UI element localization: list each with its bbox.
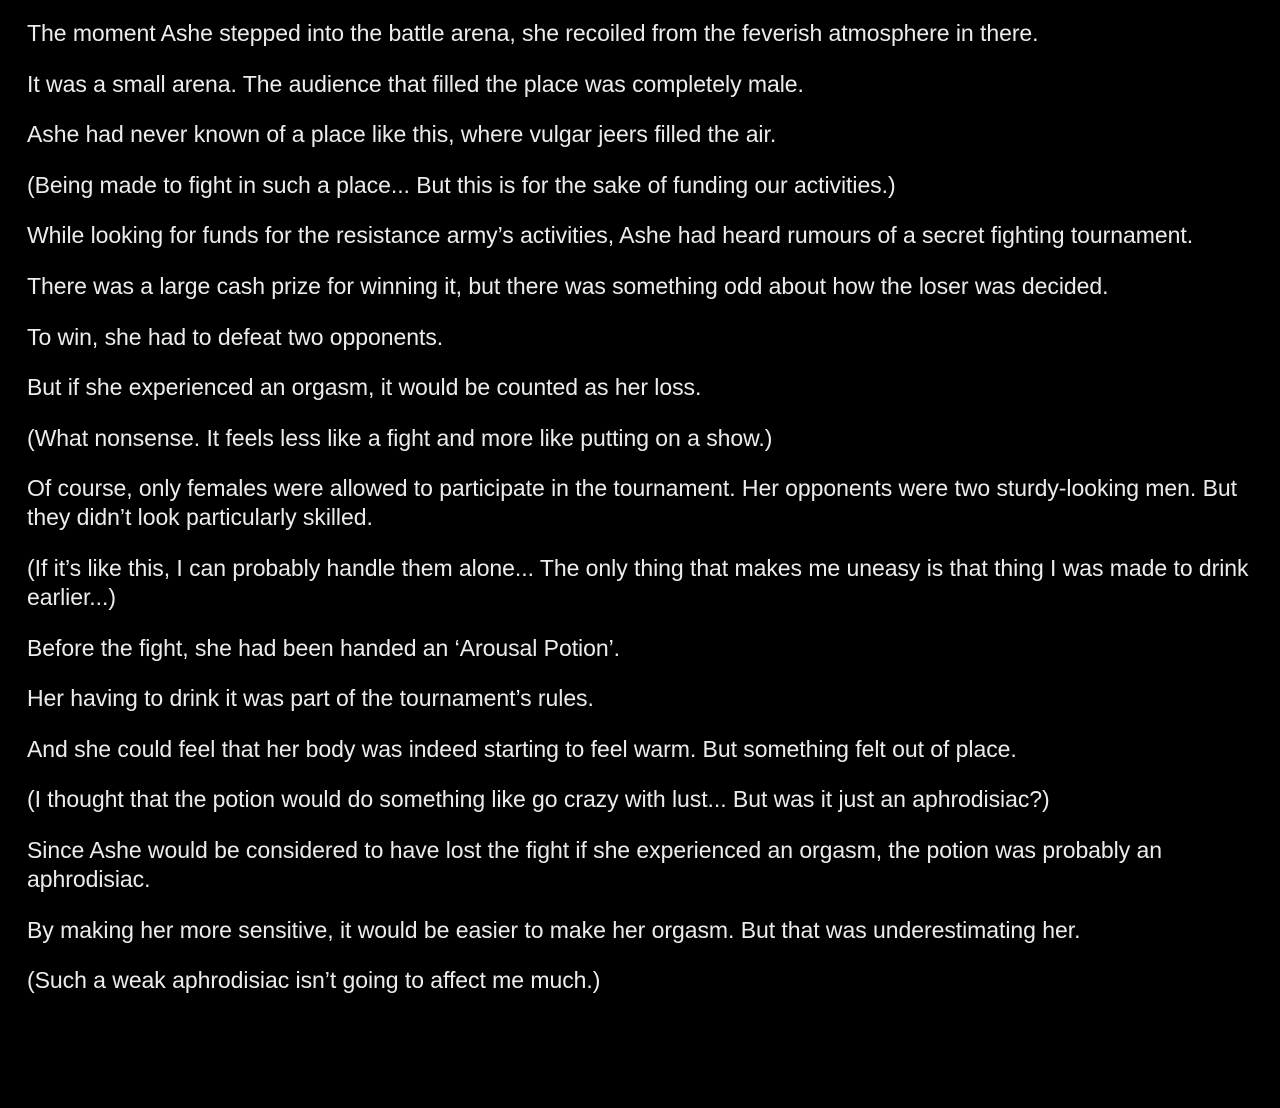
story-text xyxy=(27,19,1267,1017)
paragraph: (What nonsense. It feels less like a fight and more like putting on a show.) xyxy=(27,424,773,451)
paragraph: Before the fight, she had been handed an ‘Arousal Potion’. xyxy=(27,634,620,661)
paragraph: Of course, only females were allowed to participate in the tournament. Her opponents were two sturdy-looking men. But they didn’t look particularly skilled. xyxy=(27,475,1237,531)
paragraph: It was a small arena. The audience that filled the place was completely male. xyxy=(27,70,804,97)
paragraph: Since Ashe would be considered to have lost the fight if she experienced an orgasm, the potion was probably an aphrodisiac. xyxy=(27,836,1163,892)
paragraph: Her having to drink it was part of the tournament’s rules. xyxy=(27,685,594,712)
paragraph: The moment Ashe stepped into the battle arena, she recoiled from the feverish atmosphere in there. xyxy=(27,20,1039,46)
paragraph: (If it’s like this, I can probably handle them alone... The only thing that makes me uneasy is that thing I was made to drink earlier...) xyxy=(27,554,1249,610)
paragraph: There was a large cash prize for winning it, but there was something odd about how the loser was decided. xyxy=(27,272,1109,299)
paragraph: And she could feel that her body was indeed starting to feel warm. But something felt out of place. xyxy=(27,735,1017,762)
paragraph: (Such a weak aphrodisiac isn’t going to affect me much.) xyxy=(27,967,601,994)
paragraph: Ashe had never known of a place like this, where vulgar jeers filled the air. xyxy=(27,121,777,148)
paragraph: (Being made to fight in such a place... But this is for the sake of funding our activities.) xyxy=(27,171,896,198)
paragraph: (I thought that the potion would do something like go crazy with lust... But was it just an aphrodisiac?) xyxy=(27,786,1050,813)
paragraph: While looking for funds for the resistance army’s activities, Ashe had heard rumours of a secret fighting tournament. xyxy=(27,222,1194,249)
paragraph: By making her more sensitive, it would be easier to make her orgasm. But that was underestimating her. xyxy=(27,916,1081,943)
paragraph: To win, she had to defeat two opponents. xyxy=(27,323,444,350)
paragraph: But if she experienced an orgasm, it would be counted as her loss. xyxy=(27,374,702,401)
